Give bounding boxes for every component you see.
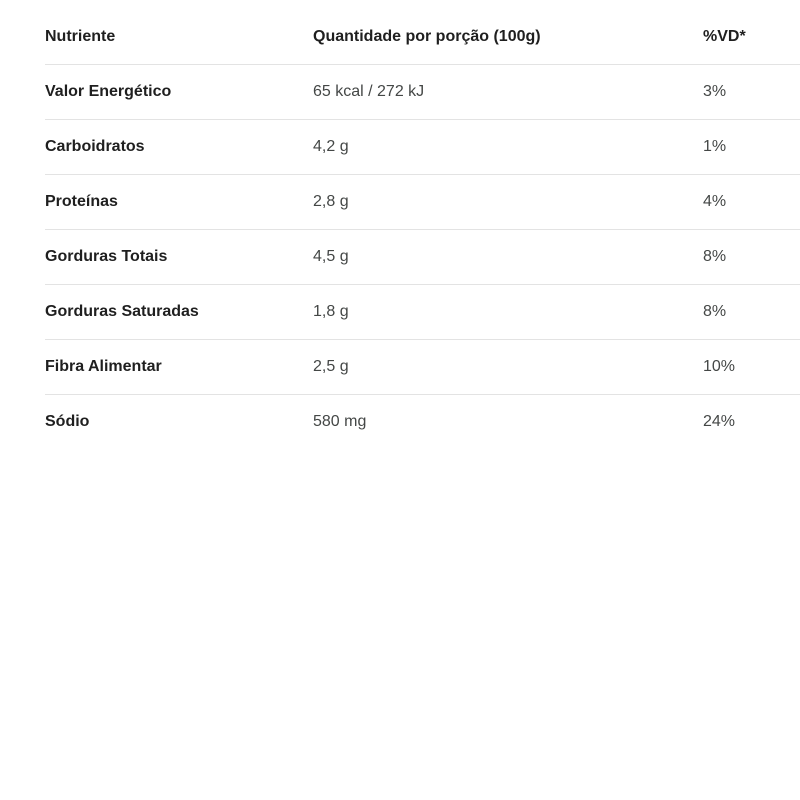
- header-row: [45, 10, 800, 65]
- table-row: [45, 120, 800, 175]
- header-daily-value: %VD*: [703, 10, 800, 65]
- nutrient-name: Valor Energético: [45, 65, 313, 120]
- nutrient-amount: 1,8 g: [313, 285, 703, 340]
- table-row: [45, 340, 800, 395]
- nutrient-name: Gorduras Totais: [45, 230, 313, 285]
- nutrient-daily-value: 10%: [703, 340, 800, 395]
- nutrient-amount: 2,5 g: [313, 340, 703, 395]
- table-body: [45, 65, 800, 450]
- nutrient-daily-value: 24%: [703, 413, 736, 430]
- table-header: [45, 10, 800, 65]
- nutrient-name: Fibra Alimentar: [45, 340, 313, 395]
- nutrient-amount: 4,5 g: [313, 230, 703, 285]
- nutrient-amount: 4,2 g: [313, 120, 703, 175]
- table-row: [45, 230, 800, 285]
- nutrient-name: Sódio: [45, 413, 90, 430]
- table-row: [45, 285, 800, 340]
- nutrient-amount: 65 kcal / 272 kJ: [313, 65, 703, 120]
- nutrient-daily-value: 3%: [703, 65, 800, 120]
- nutrient-name: Carboidratos: [45, 120, 313, 175]
- nutrition-table-container: [45, 10, 800, 449]
- nutrient-daily-value: 1%: [703, 120, 800, 175]
- table-row: [45, 395, 800, 450]
- nutrient-amount: 2,8 g: [313, 175, 703, 230]
- nutrient-daily-value: 4%: [703, 175, 800, 230]
- header-amount: Quantidade por porção (100g): [313, 10, 703, 65]
- nutrient-name: Gorduras Saturadas: [45, 285, 313, 340]
- table-row: [45, 65, 800, 120]
- header-nutrient: Nutriente: [45, 10, 313, 65]
- nutrient-name: Proteínas: [45, 175, 313, 230]
- nutrient-amount: 580 mg: [313, 413, 367, 430]
- nutrition-table: [45, 10, 800, 449]
- nutrient-daily-value: 8%: [703, 230, 800, 285]
- nutrient-daily-value: 8%: [703, 285, 800, 340]
- table-row: [45, 175, 800, 230]
